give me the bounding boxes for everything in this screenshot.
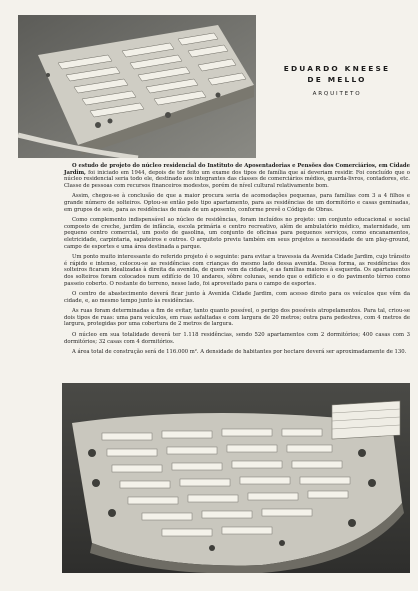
model-aerial-drawing <box>18 15 256 158</box>
author-role: ARQUITETO <box>312 91 362 97</box>
author-name-line-2: DE MELLO <box>307 74 367 84</box>
model-closeup-drawing <box>62 383 410 573</box>
article-paragraph-6: As ruas foram determinadas a fim de evitar, tanto quanto possível, o perigo dos possíveis atropelamentos. Para tal, criou-se dois tipos de ruas: uma para veículos, em ruas asfaltadas e com largura de 20 metros; outra para pedestres, com 4 metros de largura, protegidas por uma cobertura de 2 metros de largura. <box>64 308 410 328</box>
article-lead-bold: O estudo de projeto do núcleo residencial do Instituto de Aposentadorias e Pensões dos Comerciários, em Cidade Jardim, <box>64 163 410 176</box>
model-aerial-photo <box>18 15 256 158</box>
article-paragraph-8: A área total de construção será de 116.000 m². A densidade de habitantes por hectare deverá ser aproximadamente de 130. <box>72 349 407 356</box>
article-lead-rest: foi iniciado em 1944, depois de ter feito um exame dos tipos de família que aí deveriam residir. Foi concluído que o núcleo residencial seria todo ele, destinado aos integrantes das classes de comerciários médios, guarda-livros, contadores, etc. Classe de pessoas com recursos financeiros modestos, porém de nível cultural relativamente bom. <box>64 169 410 189</box>
article-paragraph-7: O núcleo em sua totalidade deverá ter 1.118 residências, sendo 520 apartamentos com 2 dormitórios; 400 casas com 3 dormitórios; 32 casas com 4 dormitórios. <box>64 332 410 345</box>
article-paragraph-2: Assim, chegou-se à conclusão de que a maior procura seria de acomodações pequenas, para famílias com 3 a 4 filhos e grande número de solteiros. Optou-se então pelo tipo apartamento, para as residências de um dormitório e casas geminadas, em grupos de seis, para as residências de mais de um aposento, conforme prevê o Código de Obras. <box>64 193 410 213</box>
article-paragraph-5: O centro de abastecimento deverá ficar junto à Avenida Cidade Jardim, com acesso direto para os veículos que vêm da cidade, e, ao mesmo tempo junto às residências. <box>64 291 410 304</box>
author-block <box>272 64 402 97</box>
article-body <box>64 163 410 360</box>
model-closeup-photo <box>62 383 410 573</box>
article-paragraph-4: Um ponto muito interessante do referido projeto é o seguinte: para evitar a travessia da Avenida Cidade Jardim, cujo trânsito é rápido e intenso, colocou-se as residências com crianças do mesmo lado dessa avenida. Dessa forma, as residências dos solteiros ficaram idealizadas à direita da avenida, de quem vem da cidade, e as famílias maiores à esquerda. Os apartamentos dos solteiros foram colocados num edifício de 10 andares, sôbre colunas, sendo que o edifício e o do pavimento térreo como passeio coberto. O restante do terreno, nesse lado, foi aproveitado para o campo de esportes. <box>64 254 410 287</box>
author-name-line-1: EDUARDO KNEESE <box>283 64 391 73</box>
article-paragraph-3: Como complemento indispensável ao núcleo de residências, foram incluídos no projeto: um conjunto educacional e social composto de creche, jardim de infância, escola primária e centro recreativo, além de ambulatório médico, maternidade, um pequeno centro comercial, um posto de gasolina, um conjunto de oficinas para pequenos serviços, como encanamentos, eletricidade, carpintaria, sapateiros e outros. O arquiteto previu também em seus projetos a necessidade de um play-ground, campo de esportes e uma área destinada a parque. <box>64 217 410 250</box>
article-paragraph-1 <box>64 163 410 189</box>
